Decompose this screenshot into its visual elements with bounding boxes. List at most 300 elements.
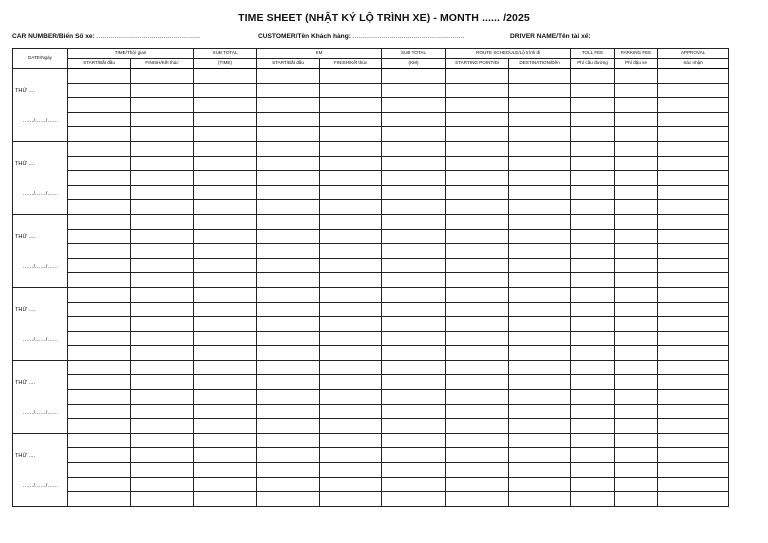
- entry-cell[interactable]: [509, 404, 571, 419]
- entry-cell[interactable]: [68, 98, 131, 113]
- entry-cell[interactable]: [257, 229, 320, 244]
- entry-cell[interactable]: [68, 492, 131, 507]
- entry-cell[interactable]: [446, 448, 509, 463]
- entry-cell[interactable]: [658, 360, 729, 375]
- entry-cell[interactable]: [446, 477, 509, 492]
- entry-cell[interactable]: [658, 244, 729, 259]
- entry-cell[interactable]: [257, 156, 320, 171]
- entry-cell[interactable]: [509, 229, 571, 244]
- entry-cell[interactable]: [658, 331, 729, 346]
- entry-cell[interactable]: [615, 360, 658, 375]
- entry-cell[interactable]: [320, 317, 382, 332]
- entry-cell[interactable]: [509, 214, 571, 229]
- day-date-cell[interactable]: [13, 214, 68, 287]
- entry-cell[interactable]: [68, 331, 131, 346]
- entry-cell[interactable]: [68, 171, 131, 186]
- entry-cell[interactable]: [320, 127, 382, 142]
- entry-cell[interactable]: [131, 200, 194, 215]
- entry-cell[interactable]: [571, 463, 615, 478]
- entry-cell[interactable]: [257, 200, 320, 215]
- entry-cell[interactable]: [446, 419, 509, 434]
- entry-cell[interactable]: [194, 141, 257, 156]
- entry-cell[interactable]: [658, 302, 729, 317]
- entry-cell[interactable]: [68, 200, 131, 215]
- entry-cell[interactable]: [320, 200, 382, 215]
- entry-cell[interactable]: [68, 244, 131, 259]
- entry-cell[interactable]: [194, 317, 257, 332]
- entry-cell[interactable]: [615, 273, 658, 288]
- entry-cell[interactable]: [615, 244, 658, 259]
- entry-cell[interactable]: [382, 492, 446, 507]
- entry-cell[interactable]: [571, 492, 615, 507]
- entry-cell[interactable]: [382, 229, 446, 244]
- entry-cell[interactable]: [382, 404, 446, 419]
- entry-cell[interactable]: [571, 346, 615, 361]
- entry-cell[interactable]: [194, 360, 257, 375]
- entry-cell[interactable]: [131, 83, 194, 98]
- entry-cell[interactable]: [446, 317, 509, 332]
- entry-cell[interactable]: [320, 112, 382, 127]
- entry-cell[interactable]: [658, 375, 729, 390]
- entry-cell[interactable]: [382, 127, 446, 142]
- entry-cell[interactable]: [615, 375, 658, 390]
- entry-cell[interactable]: [257, 302, 320, 317]
- entry-cell[interactable]: [615, 419, 658, 434]
- entry-cell[interactable]: [446, 244, 509, 259]
- entry-cell[interactable]: [194, 375, 257, 390]
- entry-cell[interactable]: [446, 200, 509, 215]
- entry-cell[interactable]: [446, 273, 509, 288]
- entry-cell[interactable]: [194, 331, 257, 346]
- entry-cell[interactable]: [615, 463, 658, 478]
- entry-cell[interactable]: [615, 112, 658, 127]
- entry-cell[interactable]: [320, 273, 382, 288]
- entry-cell[interactable]: [68, 127, 131, 142]
- entry-cell[interactable]: [194, 463, 257, 478]
- entry-cell[interactable]: [382, 477, 446, 492]
- entry-cell[interactable]: [257, 244, 320, 259]
- entry-cell[interactable]: [615, 229, 658, 244]
- entry-cell[interactable]: [509, 448, 571, 463]
- entry-cell[interactable]: [194, 156, 257, 171]
- entry-cell[interactable]: [194, 69, 257, 84]
- entry-cell[interactable]: [509, 317, 571, 332]
- entry-cell[interactable]: [257, 258, 320, 273]
- entry-cell[interactable]: [194, 171, 257, 186]
- entry-cell[interactable]: [446, 69, 509, 84]
- entry-cell[interactable]: [509, 171, 571, 186]
- entry-cell[interactable]: [658, 419, 729, 434]
- entry-cell[interactable]: [131, 287, 194, 302]
- entry-cell[interactable]: [658, 433, 729, 448]
- entry-cell[interactable]: [68, 375, 131, 390]
- entry-cell[interactable]: [194, 98, 257, 113]
- entry-cell[interactable]: [68, 83, 131, 98]
- entry-cell[interactable]: [571, 156, 615, 171]
- entry-cell[interactable]: [131, 214, 194, 229]
- entry-cell[interactable]: [194, 448, 257, 463]
- entry-cell[interactable]: [257, 317, 320, 332]
- entry-cell[interactable]: [257, 287, 320, 302]
- entry-cell[interactable]: [658, 477, 729, 492]
- entry-cell[interactable]: [131, 404, 194, 419]
- entry-cell[interactable]: [68, 258, 131, 273]
- entry-cell[interactable]: [320, 171, 382, 186]
- day-date-cell[interactable]: [13, 69, 68, 142]
- entry-cell[interactable]: [509, 477, 571, 492]
- entry-cell[interactable]: [658, 258, 729, 273]
- entry-cell[interactable]: [68, 69, 131, 84]
- entry-cell[interactable]: [658, 112, 729, 127]
- entry-cell[interactable]: [320, 360, 382, 375]
- entry-cell[interactable]: [571, 200, 615, 215]
- entry-cell[interactable]: [509, 258, 571, 273]
- entry-cell[interactable]: [131, 171, 194, 186]
- day-date-cell[interactable]: [13, 360, 68, 433]
- entry-cell[interactable]: [68, 185, 131, 200]
- entry-cell[interactable]: [68, 317, 131, 332]
- entry-cell[interactable]: [194, 83, 257, 98]
- entry-cell[interactable]: [509, 346, 571, 361]
- entry-cell[interactable]: [131, 419, 194, 434]
- entry-cell[interactable]: [194, 244, 257, 259]
- entry-cell[interactable]: [382, 156, 446, 171]
- entry-cell[interactable]: [382, 375, 446, 390]
- entry-cell[interactable]: [320, 448, 382, 463]
- entry-cell[interactable]: [615, 98, 658, 113]
- entry-cell[interactable]: [257, 127, 320, 142]
- entry-cell[interactable]: [382, 360, 446, 375]
- entry-cell[interactable]: [615, 390, 658, 405]
- entry-cell[interactable]: [382, 171, 446, 186]
- entry-cell[interactable]: [509, 433, 571, 448]
- entry-cell[interactable]: [571, 244, 615, 259]
- entry-cell[interactable]: [68, 477, 131, 492]
- entry-cell[interactable]: [446, 346, 509, 361]
- entry-cell[interactable]: [257, 83, 320, 98]
- entry-cell[interactable]: [382, 302, 446, 317]
- entry-cell[interactable]: [615, 200, 658, 215]
- entry-cell[interactable]: [571, 98, 615, 113]
- entry-cell[interactable]: [68, 390, 131, 405]
- entry-cell[interactable]: [615, 302, 658, 317]
- entry-cell[interactable]: [571, 171, 615, 186]
- entry-cell[interactable]: [509, 375, 571, 390]
- entry-cell[interactable]: [658, 404, 729, 419]
- entry-cell[interactable]: [658, 448, 729, 463]
- entry-cell[interactable]: [257, 214, 320, 229]
- entry-cell[interactable]: [509, 463, 571, 478]
- entry-cell[interactable]: [257, 463, 320, 478]
- entry-cell[interactable]: [658, 346, 729, 361]
- entry-cell[interactable]: [320, 477, 382, 492]
- entry-cell[interactable]: [571, 287, 615, 302]
- entry-cell[interactable]: [131, 477, 194, 492]
- entry-cell[interactable]: [446, 390, 509, 405]
- entry-cell[interactable]: [446, 214, 509, 229]
- entry-cell[interactable]: [257, 185, 320, 200]
- entry-cell[interactable]: [658, 273, 729, 288]
- entry-cell[interactable]: [320, 433, 382, 448]
- entry-cell[interactable]: [571, 127, 615, 142]
- entry-cell[interactable]: [571, 317, 615, 332]
- entry-cell[interactable]: [131, 229, 194, 244]
- entry-cell[interactable]: [615, 83, 658, 98]
- entry-cell[interactable]: [571, 404, 615, 419]
- entry-cell[interactable]: [194, 477, 257, 492]
- entry-cell[interactable]: [615, 214, 658, 229]
- entry-cell[interactable]: [571, 229, 615, 244]
- entry-cell[interactable]: [571, 214, 615, 229]
- entry-cell[interactable]: [615, 141, 658, 156]
- entry-cell[interactable]: [509, 390, 571, 405]
- entry-cell[interactable]: [509, 273, 571, 288]
- entry-cell[interactable]: [509, 141, 571, 156]
- entry-cell[interactable]: [382, 331, 446, 346]
- entry-cell[interactable]: [131, 433, 194, 448]
- entry-cell[interactable]: [615, 448, 658, 463]
- entry-cell[interactable]: [658, 287, 729, 302]
- entry-cell[interactable]: [571, 433, 615, 448]
- entry-cell[interactable]: [382, 214, 446, 229]
- entry-cell[interactable]: [320, 492, 382, 507]
- entry-cell[interactable]: [320, 69, 382, 84]
- entry-cell[interactable]: [509, 302, 571, 317]
- entry-cell[interactable]: [658, 83, 729, 98]
- entry-cell[interactable]: [131, 156, 194, 171]
- entry-cell[interactable]: [131, 127, 194, 142]
- entry-cell[interactable]: [194, 112, 257, 127]
- entry-cell[interactable]: [68, 463, 131, 478]
- entry-cell[interactable]: [509, 244, 571, 259]
- entry-cell[interactable]: [615, 171, 658, 186]
- entry-cell[interactable]: [131, 390, 194, 405]
- entry-cell[interactable]: [509, 185, 571, 200]
- entry-cell[interactable]: [446, 185, 509, 200]
- entry-cell[interactable]: [658, 390, 729, 405]
- entry-cell[interactable]: [257, 171, 320, 186]
- entry-cell[interactable]: [382, 98, 446, 113]
- entry-cell[interactable]: [320, 419, 382, 434]
- entry-cell[interactable]: [509, 419, 571, 434]
- entry-cell[interactable]: [68, 287, 131, 302]
- entry-cell[interactable]: [509, 360, 571, 375]
- entry-cell[interactable]: [658, 317, 729, 332]
- entry-cell[interactable]: [446, 98, 509, 113]
- entry-cell[interactable]: [320, 185, 382, 200]
- entry-cell[interactable]: [509, 156, 571, 171]
- entry-cell[interactable]: [615, 433, 658, 448]
- day-date-cell[interactable]: [13, 287, 68, 360]
- entry-cell[interactable]: [615, 156, 658, 171]
- entry-cell[interactable]: [68, 156, 131, 171]
- entry-cell[interactable]: [382, 258, 446, 273]
- entry-cell[interactable]: [68, 112, 131, 127]
- entry-cell[interactable]: [68, 448, 131, 463]
- entry-cell[interactable]: [382, 433, 446, 448]
- entry-cell[interactable]: [658, 98, 729, 113]
- entry-cell[interactable]: [320, 375, 382, 390]
- entry-cell[interactable]: [320, 302, 382, 317]
- entry-cell[interactable]: [68, 302, 131, 317]
- entry-cell[interactable]: [131, 375, 194, 390]
- entry-cell[interactable]: [446, 375, 509, 390]
- entry-cell[interactable]: [571, 185, 615, 200]
- entry-cell[interactable]: [68, 141, 131, 156]
- entry-cell[interactable]: [194, 419, 257, 434]
- entry-cell[interactable]: [446, 112, 509, 127]
- entry-cell[interactable]: [382, 317, 446, 332]
- entry-cell[interactable]: [571, 375, 615, 390]
- entry-cell[interactable]: [320, 346, 382, 361]
- entry-cell[interactable]: [257, 375, 320, 390]
- entry-cell[interactable]: [446, 156, 509, 171]
- entry-cell[interactable]: [257, 331, 320, 346]
- entry-cell[interactable]: [571, 448, 615, 463]
- entry-cell[interactable]: [131, 302, 194, 317]
- entry-cell[interactable]: [320, 331, 382, 346]
- entry-cell[interactable]: [320, 287, 382, 302]
- entry-cell[interactable]: [615, 477, 658, 492]
- entry-cell[interactable]: [446, 331, 509, 346]
- entry-cell[interactable]: [131, 448, 194, 463]
- entry-cell[interactable]: [658, 229, 729, 244]
- entry-cell[interactable]: [571, 360, 615, 375]
- entry-cell[interactable]: [194, 185, 257, 200]
- entry-cell[interactable]: [194, 346, 257, 361]
- entry-cell[interactable]: [509, 69, 571, 84]
- entry-cell[interactable]: [131, 331, 194, 346]
- entry-cell[interactable]: [194, 390, 257, 405]
- entry-cell[interactable]: [382, 83, 446, 98]
- entry-cell[interactable]: [509, 98, 571, 113]
- entry-cell[interactable]: [571, 273, 615, 288]
- entry-cell[interactable]: [382, 200, 446, 215]
- entry-cell[interactable]: [446, 360, 509, 375]
- entry-cell[interactable]: [194, 273, 257, 288]
- entry-cell[interactable]: [131, 346, 194, 361]
- entry-cell[interactable]: [446, 141, 509, 156]
- entry-cell[interactable]: [68, 419, 131, 434]
- entry-cell[interactable]: [382, 112, 446, 127]
- entry-cell[interactable]: [658, 156, 729, 171]
- entry-cell[interactable]: [615, 127, 658, 142]
- entry-cell[interactable]: [257, 390, 320, 405]
- entry-cell[interactable]: [131, 69, 194, 84]
- entry-cell[interactable]: [446, 433, 509, 448]
- entry-cell[interactable]: [571, 419, 615, 434]
- entry-cell[interactable]: [320, 83, 382, 98]
- entry-cell[interactable]: [131, 98, 194, 113]
- entry-cell[interactable]: [194, 214, 257, 229]
- entry-cell[interactable]: [320, 463, 382, 478]
- entry-cell[interactable]: [257, 98, 320, 113]
- entry-cell[interactable]: [615, 404, 658, 419]
- entry-cell[interactable]: [68, 273, 131, 288]
- entry-cell[interactable]: [571, 69, 615, 84]
- entry-cell[interactable]: [257, 346, 320, 361]
- entry-cell[interactable]: [194, 229, 257, 244]
- entry-cell[interactable]: [257, 141, 320, 156]
- entry-cell[interactable]: [615, 287, 658, 302]
- entry-cell[interactable]: [194, 492, 257, 507]
- entry-cell[interactable]: [131, 360, 194, 375]
- entry-cell[interactable]: [131, 317, 194, 332]
- entry-cell[interactable]: [382, 141, 446, 156]
- entry-cell[interactable]: [382, 346, 446, 361]
- entry-cell[interactable]: [257, 433, 320, 448]
- entry-cell[interactable]: [382, 419, 446, 434]
- entry-cell[interactable]: [509, 112, 571, 127]
- entry-cell[interactable]: [320, 404, 382, 419]
- entry-cell[interactable]: [509, 127, 571, 142]
- entry-cell[interactable]: [131, 463, 194, 478]
- entry-cell[interactable]: [446, 258, 509, 273]
- entry-cell[interactable]: [615, 258, 658, 273]
- entry-cell[interactable]: [382, 287, 446, 302]
- entry-cell[interactable]: [571, 83, 615, 98]
- entry-cell[interactable]: [257, 448, 320, 463]
- entry-cell[interactable]: [320, 214, 382, 229]
- entry-cell[interactable]: [68, 214, 131, 229]
- entry-cell[interactable]: [658, 214, 729, 229]
- entry-cell[interactable]: [320, 258, 382, 273]
- day-date-cell[interactable]: [13, 141, 68, 214]
- entry-cell[interactable]: [658, 185, 729, 200]
- entry-cell[interactable]: [257, 404, 320, 419]
- entry-cell[interactable]: [615, 492, 658, 507]
- entry-cell[interactable]: [571, 331, 615, 346]
- entry-cell[interactable]: [131, 141, 194, 156]
- entry-cell[interactable]: [194, 200, 257, 215]
- entry-cell[interactable]: [571, 477, 615, 492]
- entry-cell[interactable]: [571, 141, 615, 156]
- entry-cell[interactable]: [571, 258, 615, 273]
- entry-cell[interactable]: [446, 404, 509, 419]
- entry-cell[interactable]: [257, 419, 320, 434]
- entry-cell[interactable]: [509, 83, 571, 98]
- entry-cell[interactable]: [68, 229, 131, 244]
- entry-cell[interactable]: [320, 244, 382, 259]
- entry-cell[interactable]: [509, 331, 571, 346]
- entry-cell[interactable]: [658, 127, 729, 142]
- entry-cell[interactable]: [615, 317, 658, 332]
- entry-cell[interactable]: [68, 404, 131, 419]
- entry-cell[interactable]: [131, 273, 194, 288]
- entry-cell[interactable]: [509, 200, 571, 215]
- entry-cell[interactable]: [68, 433, 131, 448]
- entry-cell[interactable]: [194, 404, 257, 419]
- entry-cell[interactable]: [320, 98, 382, 113]
- entry-cell[interactable]: [658, 141, 729, 156]
- entry-cell[interactable]: [131, 185, 194, 200]
- entry-cell[interactable]: [446, 127, 509, 142]
- entry-cell[interactable]: [446, 463, 509, 478]
- entry-cell[interactable]: [257, 112, 320, 127]
- entry-cell[interactable]: [658, 69, 729, 84]
- entry-cell[interactable]: [257, 492, 320, 507]
- entry-cell[interactable]: [615, 331, 658, 346]
- entry-cell[interactable]: [571, 390, 615, 405]
- entry-cell[interactable]: [382, 185, 446, 200]
- entry-cell[interactable]: [446, 302, 509, 317]
- day-date-cell[interactable]: [13, 433, 68, 506]
- entry-cell[interactable]: [320, 141, 382, 156]
- entry-cell[interactable]: [658, 492, 729, 507]
- entry-cell[interactable]: [194, 258, 257, 273]
- entry-cell[interactable]: [257, 477, 320, 492]
- entry-cell[interactable]: [194, 433, 257, 448]
